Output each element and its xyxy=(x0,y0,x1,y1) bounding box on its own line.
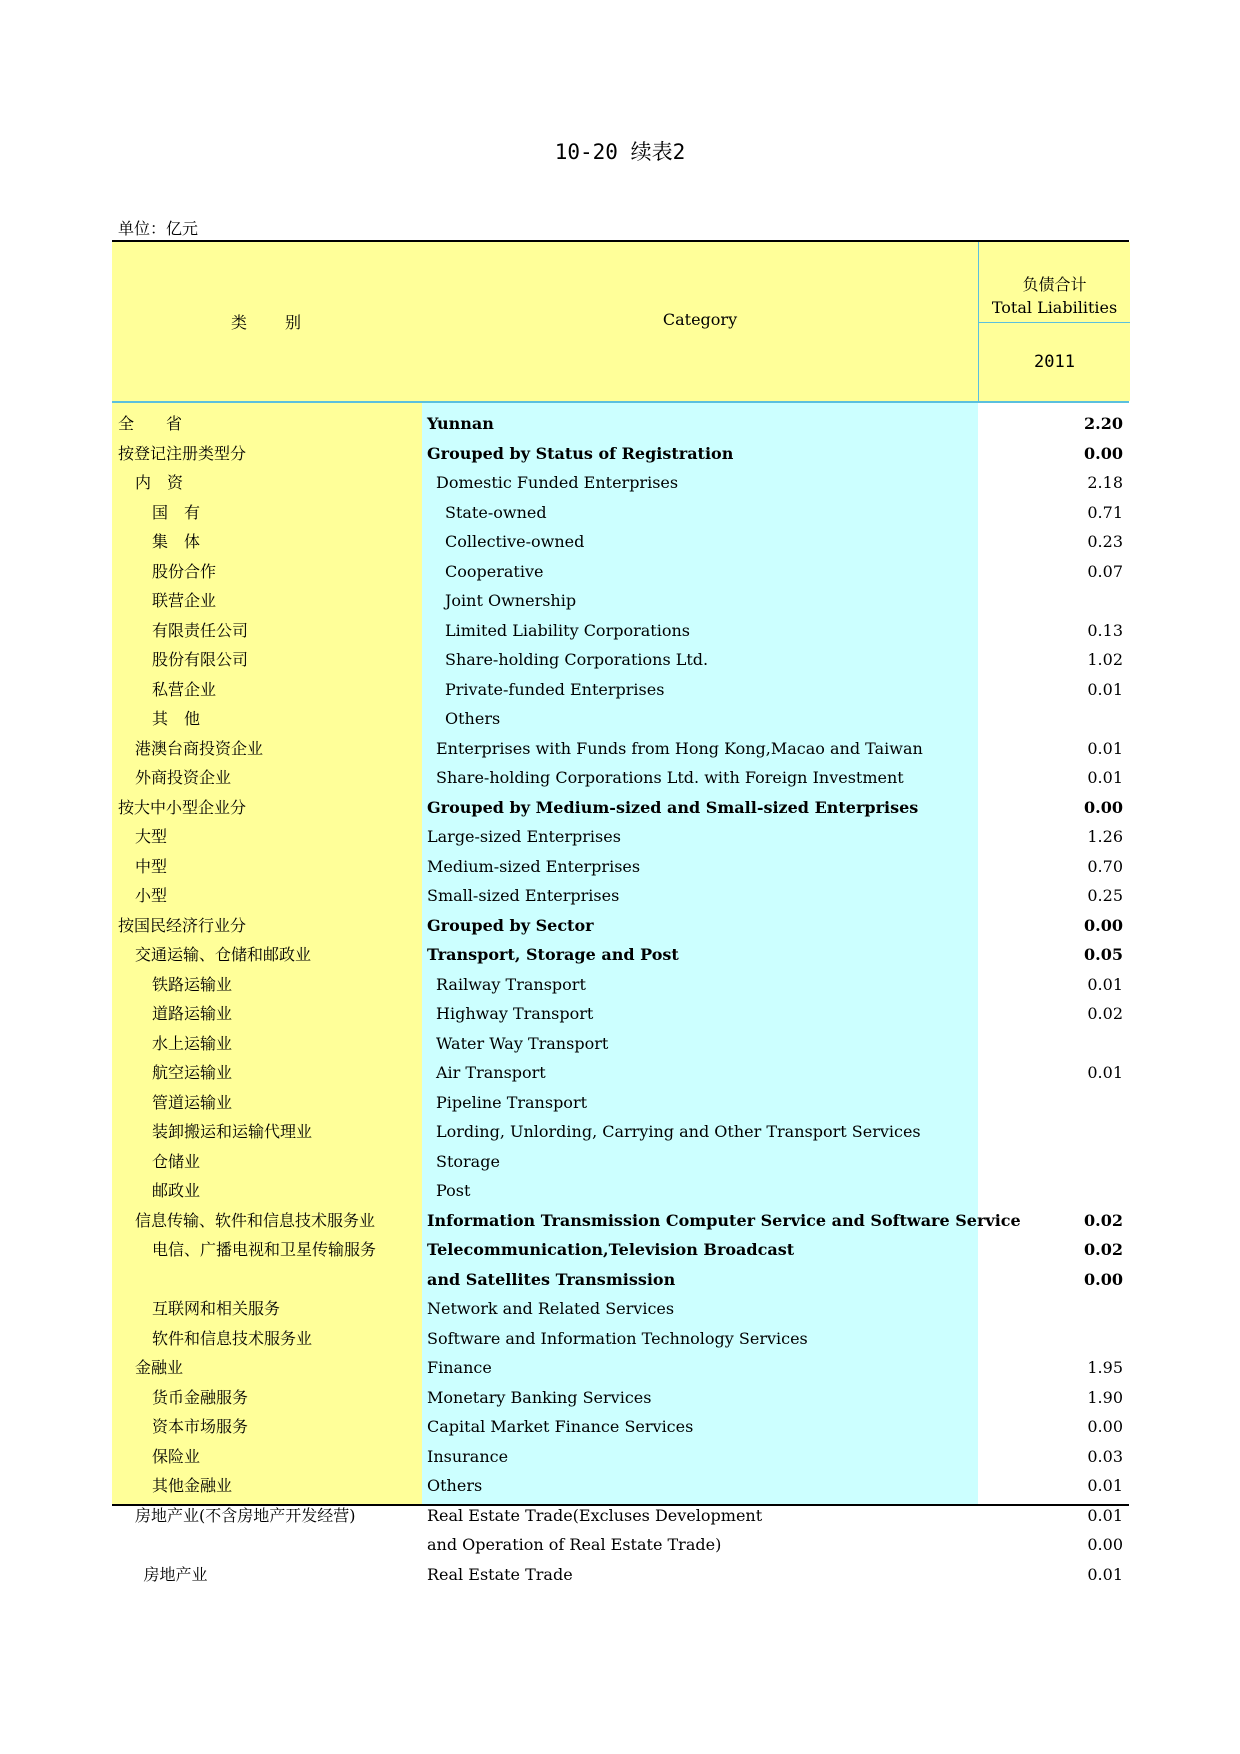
table-row xyxy=(112,763,1129,793)
row-en-label: Others xyxy=(445,709,501,728)
row-value: 0.23 xyxy=(1087,532,1123,551)
table-row xyxy=(112,498,1129,528)
table-row xyxy=(112,1412,1129,1442)
row-cn-label: 股份合作 xyxy=(152,561,217,581)
row-cn-label: 道路运输业 xyxy=(152,1004,233,1023)
row-value: 1.90 xyxy=(1087,1387,1123,1407)
row-en-label: Cooperative xyxy=(445,561,544,581)
table-row xyxy=(112,852,1129,882)
row-cn-label: 信息传输、软件和信息技术服务业 xyxy=(135,1210,376,1230)
row-en-label: Real Estate Trade(Excluses Development xyxy=(427,1505,763,1525)
row-en-label: Network and Related Services xyxy=(427,1299,675,1318)
row-en-label: Grouped by Medium-sized and Small-sized Enterprises xyxy=(427,797,919,817)
row-cn-label: 中型 xyxy=(135,856,168,876)
table-row xyxy=(112,586,1129,616)
table-row xyxy=(112,527,1129,557)
row-cn-label: 交通运输、仓储和邮政业 xyxy=(135,945,312,964)
row-en-label: Small-sized Enterprises xyxy=(427,886,620,905)
row-value: 0.07 xyxy=(1087,561,1123,581)
row-cn-label: 邮政业 xyxy=(152,1181,201,1200)
row-en-label: Storage xyxy=(436,1151,500,1171)
row-cn-label: 房地产业(不含房地产开发经营) xyxy=(135,1505,356,1525)
row-en-label: Enterprises with Funds from Hong Kong,Macao and Taiwan xyxy=(436,738,923,758)
table-row xyxy=(112,1265,1129,1295)
row-cn-label: 货币金融服务 xyxy=(152,1387,249,1407)
table-row xyxy=(112,675,1129,705)
row-cn-label: 仓储业 xyxy=(152,1151,201,1171)
row-en-label: Share-holding Corporations Ltd. with Foreign Investment xyxy=(436,768,904,787)
header-cn-category: 类 别 xyxy=(230,313,303,332)
row-value: 1.26 xyxy=(1087,827,1123,846)
table-row xyxy=(112,1383,1129,1413)
row-cn-label: 航空运输业 xyxy=(152,1063,233,1082)
row-en-label: Yunnan xyxy=(427,414,494,433)
table-row xyxy=(112,645,1129,675)
row-cn-label: 联营企业 xyxy=(152,591,217,610)
table-row xyxy=(112,1088,1129,1118)
table-row xyxy=(112,557,1129,587)
row-value: 0.71 xyxy=(1087,502,1123,522)
row-cn-label: 小型 xyxy=(135,886,168,905)
row-en-label: Others xyxy=(427,1476,483,1495)
table-row xyxy=(112,1235,1129,1265)
row-value: 0.01 xyxy=(1087,768,1123,787)
row-cn-label: 按大中小型企业分 xyxy=(118,797,247,817)
table-row xyxy=(112,409,1129,439)
table-row xyxy=(112,468,1129,498)
row-value: 2.20 xyxy=(1084,414,1123,433)
header-total-en: Total Liabilities xyxy=(991,298,1118,317)
row-cn-label: 管道运输业 xyxy=(152,1092,233,1112)
table-row xyxy=(112,439,1129,469)
row-value: 0.01 xyxy=(1087,1564,1123,1584)
row-en-label: Limited Liability Corporations xyxy=(445,620,690,640)
row-value: 0.00 xyxy=(1084,1269,1123,1289)
header-year: 2011 xyxy=(1034,352,1075,372)
row-en-label: Joint Ownership xyxy=(445,591,577,610)
row-en-label: and Satellites Transmission xyxy=(427,1269,676,1289)
table-row xyxy=(112,1117,1129,1147)
header-en-cell xyxy=(422,242,978,401)
row-value: 0.70 xyxy=(1087,856,1123,876)
table-row xyxy=(112,911,1129,941)
row-cn-label: 大型 xyxy=(135,827,168,846)
table-row xyxy=(112,822,1129,852)
row-en-label: Domestic Funded Enterprises xyxy=(436,473,679,492)
row-value: 0.03 xyxy=(1087,1446,1123,1466)
table-row xyxy=(112,1530,1129,1560)
table-header xyxy=(112,240,1129,403)
table-row xyxy=(112,1206,1129,1236)
row-cn-label: 私营企业 xyxy=(152,679,217,699)
table-row xyxy=(112,1176,1129,1206)
row-cn-label: 外商投资企业 xyxy=(135,768,232,787)
row-value: 0.01 xyxy=(1087,974,1123,994)
row-cn-label: 资本市场服务 xyxy=(152,1417,249,1436)
row-en-label: Water Way Transport xyxy=(436,1033,609,1053)
page-title: 10-20 续表2 xyxy=(554,140,686,164)
table-row xyxy=(112,881,1129,911)
row-en-label: and Operation of Real Estate Trade) xyxy=(427,1535,722,1554)
row-value: 1.02 xyxy=(1087,650,1123,669)
row-value: 0.13 xyxy=(1087,620,1123,640)
table-row xyxy=(112,1353,1129,1383)
unit-label: 单位：亿元 xyxy=(118,219,199,238)
row-en-label: Medium-sized Enterprises xyxy=(427,856,641,876)
row-en-label: Telecommunication,Television Broadcast xyxy=(427,1240,795,1259)
table-row xyxy=(112,1294,1129,1324)
row-en-label: Insurance xyxy=(427,1446,509,1466)
table-row xyxy=(112,1442,1129,1472)
row-en-label: Railway Transport xyxy=(436,974,586,994)
table-row xyxy=(112,793,1129,823)
row-value: 0.00 xyxy=(1084,443,1123,463)
row-cn-label: 互联网和相关服务 xyxy=(152,1299,281,1318)
data-table xyxy=(112,240,1129,1584)
table-row xyxy=(112,1471,1129,1501)
row-value: 0.01 xyxy=(1087,738,1123,758)
row-en-label: Air Transport xyxy=(436,1063,546,1082)
row-cn-label: 保险业 xyxy=(152,1446,201,1466)
row-value: 0.00 xyxy=(1084,797,1123,817)
row-cn-label: 水上运输业 xyxy=(152,1033,233,1053)
row-en-label: Highway Transport xyxy=(436,1004,594,1023)
row-en-label: Real Estate Trade xyxy=(427,1564,573,1584)
table-row xyxy=(112,616,1129,646)
header-cn-cell xyxy=(112,242,422,401)
table-row xyxy=(112,1501,1129,1531)
row-cn-label: 内 资 xyxy=(135,473,184,492)
row-cn-label: 有限责任公司 xyxy=(152,620,249,640)
row-value: 0.00 xyxy=(1087,1535,1123,1554)
row-cn-label: 软件和信息技术服务业 xyxy=(152,1328,313,1348)
row-en-label: Grouped by Status of Registration xyxy=(427,443,734,463)
row-en-label: Finance xyxy=(427,1358,492,1377)
row-en-label: Information Transmission Computer Service and Software Service xyxy=(427,1210,1021,1230)
table-row xyxy=(112,704,1129,734)
table-row xyxy=(112,940,1129,970)
row-value: 0.02 xyxy=(1087,1004,1123,1023)
row-en-label: Capital Market Finance Services xyxy=(427,1417,694,1436)
table-row xyxy=(112,1029,1129,1059)
row-cn-label: 集 体 xyxy=(152,532,201,551)
row-value: 0.02 xyxy=(1084,1240,1123,1259)
header-total-cn: 负债合计 xyxy=(1022,275,1087,294)
table-row xyxy=(112,734,1129,764)
row-en-label: Grouped by Sector xyxy=(427,915,594,935)
header-value-cell xyxy=(978,242,1130,401)
row-en-label: Monetary Banking Services xyxy=(427,1387,652,1407)
row-en-label: Transport, Storage and Post xyxy=(427,945,679,964)
table-row xyxy=(112,1560,1129,1590)
row-en-label: Lording, Unlording, Carrying and Other Transport Services xyxy=(436,1122,921,1141)
row-en-label: Pipeline Transport xyxy=(436,1092,588,1112)
table-row xyxy=(112,999,1129,1029)
row-en-label: Software and Information Technology Services xyxy=(427,1328,808,1348)
row-cn-label: 装卸搬运和运输代理业 xyxy=(152,1122,313,1141)
header-en-category: Category xyxy=(662,310,738,329)
row-cn-label: 按国民经济行业分 xyxy=(118,915,247,935)
table-row xyxy=(112,1058,1129,1088)
row-value: 0.02 xyxy=(1084,1210,1123,1230)
row-cn-label: 房地产业 xyxy=(143,1564,208,1584)
row-value: 0.01 xyxy=(1087,1063,1123,1082)
row-en-label: State-owned xyxy=(445,502,547,522)
header-divider xyxy=(979,322,1130,323)
row-cn-label: 按登记注册类型分 xyxy=(118,443,247,463)
row-value: 0.05 xyxy=(1084,945,1123,964)
row-cn-label: 铁路运输业 xyxy=(152,974,233,994)
row-en-label: Post xyxy=(436,1181,471,1200)
row-cn-label: 全 省 xyxy=(118,414,183,433)
row-value: 0.01 xyxy=(1087,1505,1123,1525)
row-value: 0.00 xyxy=(1084,915,1123,935)
row-cn-label: 国 有 xyxy=(152,502,201,522)
row-value: 1.95 xyxy=(1087,1358,1123,1377)
row-value: 0.01 xyxy=(1087,679,1123,699)
row-cn-label: 其他金融业 xyxy=(152,1476,233,1495)
table-row xyxy=(112,1147,1129,1177)
row-cn-label: 电信、广播电视和卫星传输服务 xyxy=(152,1240,377,1259)
row-value: 2.18 xyxy=(1087,473,1123,492)
table-row xyxy=(112,1324,1129,1354)
row-value: 0.01 xyxy=(1087,1476,1123,1495)
row-cn-label: 股份有限公司 xyxy=(152,650,249,669)
row-en-label: Share-holding Corporations Ltd. xyxy=(445,650,709,669)
row-en-label: Collective-owned xyxy=(445,532,585,551)
table-body xyxy=(112,403,1129,1584)
row-cn-label: 其 他 xyxy=(152,709,201,728)
row-value: 0.25 xyxy=(1087,886,1123,905)
row-value: 0.00 xyxy=(1087,1417,1123,1436)
row-cn-label: 金融业 xyxy=(135,1358,184,1377)
row-en-label: Large-sized Enterprises xyxy=(427,827,621,846)
row-cn-label: 港澳台商投资企业 xyxy=(135,738,264,758)
table-row xyxy=(112,970,1129,1000)
row-en-label: Private-funded Enterprises xyxy=(445,679,665,699)
